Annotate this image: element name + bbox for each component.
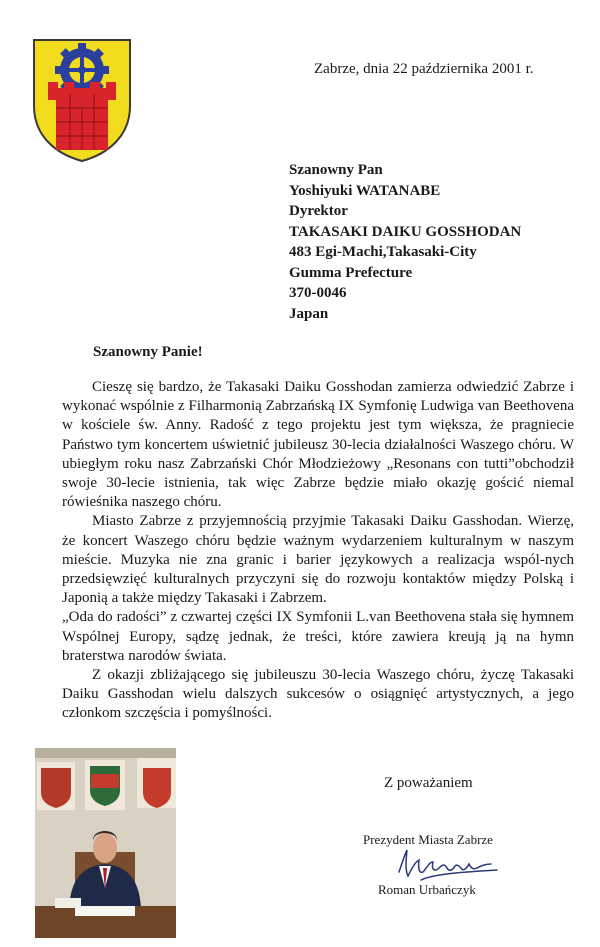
recipient-line: Japan xyxy=(289,305,329,322)
recipient-line: Yoshiyuki WATANABE xyxy=(289,182,441,199)
body-paragraph: „Oda do radości” z czwartej części IX Symfonii L.van Beethovena stała się hymnem Wspólnej Europy, sądzę jednak, że treści, które zawiera kreują ją na hymn braterstwa narodów świata. xyxy=(62,609,574,664)
signer-name: Roman Urbańczyk xyxy=(378,882,476,897)
body-paragraph: Miasto Zabrze z przyjemnością przyjmie Takasaki Daiku Gasshodan. Wierzę, że koncert Waszego chóru będzie ważnym wydarzeniem kulturalnym w naszym mieście. Muzyka nie zna granic i barier językowych a realizacja wspól-nych przedsięwzięć kulturalnych przyczyni się do rozwoju kontaktów między Polską i Japonią a także między Takasaki i Zabrzem. xyxy=(62,513,574,607)
handwritten-signature-icon xyxy=(393,842,503,884)
signer-title: Prezydent Miasta Zabrze xyxy=(363,832,493,847)
zabrze-coat-of-arms-icon xyxy=(30,36,134,164)
recipient-address xyxy=(289,160,521,324)
letter-date: Zabrze, dnia 22 października 2001 r. xyxy=(314,61,534,77)
salutation: Szanowny Panie! xyxy=(93,344,203,360)
recipient-line: Szanowny Pan xyxy=(289,162,383,178)
mayor-photo xyxy=(35,748,176,938)
recipient-line: Gumma Prefecture xyxy=(289,264,413,281)
letter-body xyxy=(62,378,574,724)
recipient-line: 370-0046 xyxy=(289,285,347,301)
body-paragraph: Cieszę się bardzo, że Takasaki Daiku Gosshodan zamierza odwiedzić Zabrze i wykonać wspólnie z Filharmonią Zabrzańską IX Symfonię Ludwiga van Beethovena w kościele św. Anny. Radość z tego projektu jest tym większa, że pragniecie Państwo tym koncertem uświetnić jubileusz 30-lecia działalności Waszego chóru. W ubiegłym roku nasz Zabrzański Chór Młodzieżowy „Resonans con tutti”obchodził swoje 30-lecie istnienia, tak więc Zabrze będzie miało okazję gościć niemal rówieśnika naszego chóru. xyxy=(62,379,574,511)
closing: Z poważaniem xyxy=(384,775,473,791)
recipient-line: Dyrektor xyxy=(289,203,348,219)
recipient-line: TAKASAKI DAIKU GOSSHODAN xyxy=(289,223,522,240)
body-paragraph: Z okazji zbliżającego się jubileuszu 30-lecia Waszego chóru, życzę Takasaki Daiku Gasshodan wielu dalszych sukcesów o osiągnięć artystycznych, a jego członkom szczęścia i pomyślności. xyxy=(62,667,574,722)
recipient-line: 483 Egi-Machi,Takasaki-City xyxy=(289,244,477,260)
